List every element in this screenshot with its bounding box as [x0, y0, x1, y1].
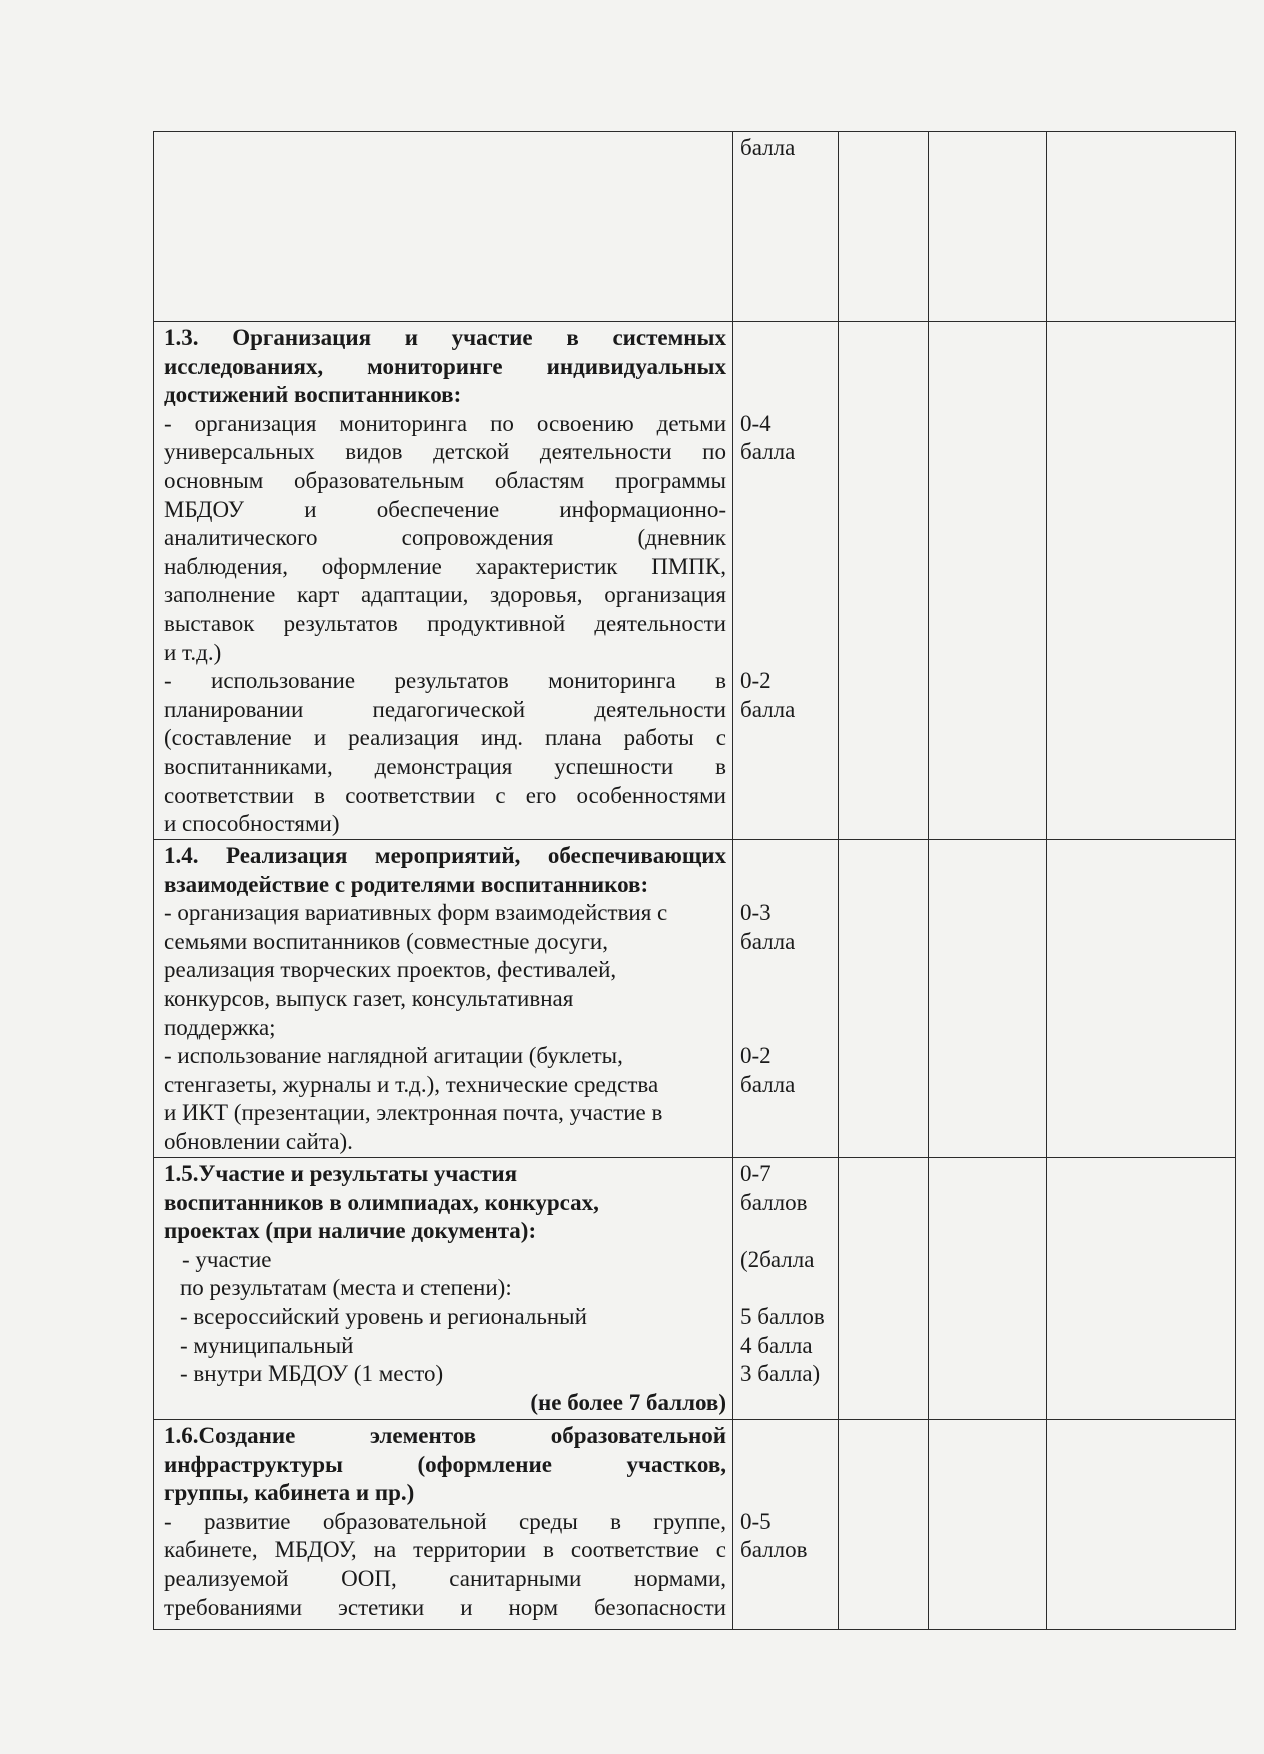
points-line: 0-4 [740, 410, 771, 436]
criterion-line: воспитанниками, демонстрация успешности в [164, 753, 726, 779]
score-cell [839, 1420, 929, 1630]
criterion-line: - организация вариативных форм взаимодействия с [164, 900, 668, 926]
criterion-line: - всероссийский уровень и региональный [180, 1303, 587, 1329]
points-cell [733, 840, 839, 1158]
points-line: балла [740, 439, 796, 465]
criterion-heading: 1.6.Создание элементов образовательной [164, 1423, 726, 1448]
criterion-heading: достижений воспитанников: [164, 382, 462, 408]
score-cell [839, 322, 929, 840]
points-line: балла [740, 928, 796, 954]
criterion-line: планировании педагогической деятельности [164, 696, 726, 722]
table-row [154, 1158, 1236, 1420]
points-line: 0-5 [740, 1508, 771, 1534]
score-cell [929, 322, 1047, 840]
criterion-line: выставок результатов продуктивной деятельности [164, 610, 726, 636]
note-cell [1047, 322, 1236, 840]
note-cell [1047, 132, 1236, 322]
criterion-line: соответствии в соответствии с его особенностями [164, 782, 726, 808]
criterion-heading: проектах (при наличие документа): [164, 1218, 537, 1244]
points-line: баллов [740, 1189, 808, 1215]
criterion-line: аналитического сопровождения (дневник [164, 525, 726, 551]
criterion-line: - организация мониторинга по освоению детьми [164, 410, 726, 436]
points-line: 0-3 [740, 900, 771, 926]
points-line: 0-7 [740, 1161, 771, 1186]
criterion-line: и ИКТ (презентации, электронная почта, участие в [164, 1100, 663, 1126]
criterion-cell [154, 132, 733, 322]
criterion-heading: 1.3. Организация и участие в системных [164, 325, 726, 350]
criterion-line: и способностями) [164, 811, 340, 837]
score-cell [839, 132, 929, 322]
score-cell [839, 1158, 929, 1420]
points-cell [733, 132, 839, 322]
criterion-line: поддержка; [164, 1014, 276, 1040]
score-cell [929, 132, 1047, 322]
criterion-line: обновлении сайта). [164, 1128, 353, 1154]
points-line: 0-2 [740, 1043, 771, 1069]
criterion-heading: 1.4. Реализация мероприятий, обеспечивающих [164, 843, 726, 868]
points-line: балла [740, 1071, 796, 1097]
points-line: 5 баллов [740, 1303, 825, 1329]
criterion-line: МБДОУ и обеспечение информационно- [164, 496, 726, 522]
criterion-line: - использование результатов мониторинга в [164, 668, 726, 694]
criterion-cell [154, 840, 733, 1158]
points-cell [733, 1158, 839, 1420]
criterion-line: - использование наглядной агитации (буклеты, [164, 1043, 623, 1069]
criterion-heading: 1.5.Участие и результаты участия [164, 1161, 518, 1186]
points-line: 4 балла [740, 1332, 813, 1358]
criterion-cell [154, 322, 733, 840]
criterion-line: и т.д.) [164, 639, 222, 665]
criterion-line: - муниципальный [180, 1332, 354, 1358]
points-cell [733, 322, 839, 840]
points-line: балла [740, 135, 796, 160]
table-row [154, 132, 1236, 322]
note-cell [1047, 1158, 1236, 1420]
criterion-line: реализация творческих проектов, фестивалей, [164, 957, 617, 983]
points-line: (2балла [740, 1246, 815, 1272]
evaluation-table [153, 131, 1236, 1630]
criterion-line: (составление и реализация инд. плана работы с [164, 725, 726, 751]
points-line: 3 балла) [740, 1361, 821, 1387]
criterion-line: реализуемой ООП, санитарными нормами, [164, 1565, 726, 1591]
score-cell [929, 1420, 1047, 1630]
criterion-line: по результатам (места и степени): [180, 1275, 512, 1301]
criterion-line: стенгазеты, журналы и т.д.), технические средства [164, 1071, 659, 1097]
criterion-line: семьями воспитанников (совместные досуги, [164, 928, 608, 954]
criterion-line: наблюдения, оформление характеристик ПМПК, [164, 553, 726, 579]
points-cell [733, 1420, 839, 1630]
table-row [154, 322, 1236, 840]
criterion-line: требованиями эстетики и норм безопасности [164, 1594, 726, 1620]
criterion-cell [154, 1158, 733, 1420]
criterion-line: - внутри МБДОУ (1 место) [180, 1361, 444, 1387]
criterion-heading: воспитанников в олимпиадах, конкурсах, [164, 1189, 599, 1215]
criterion-line: - участие [182, 1246, 272, 1272]
criterion-line: основным образовательным областям программы [164, 467, 726, 493]
criterion-cell [154, 1420, 733, 1630]
criterion-line: - развитие образовательной среды в группе, [164, 1508, 726, 1534]
criterion-line: кабинете, МБДОУ, на территории в соответствие с [164, 1537, 726, 1563]
note-cell [1047, 840, 1236, 1158]
score-cell [929, 840, 1047, 1158]
criterion-note: (не более 7 баллов) [530, 1389, 726, 1415]
score-cell [929, 1158, 1047, 1420]
table-row [154, 840, 1236, 1158]
criterion-line: заполнение карт адаптации, здоровья, организация [164, 582, 726, 608]
table-row [154, 1420, 1236, 1630]
criterion-heading: взаимодействие с родителями воспитанников: [164, 871, 649, 897]
criterion-line: универсальных видов детской деятельности по [164, 439, 726, 465]
criterion-heading: инфраструктуры (оформление участков, [164, 1451, 726, 1477]
points-line: баллов [740, 1537, 808, 1563]
note-cell [1047, 1420, 1236, 1630]
score-cell [839, 840, 929, 1158]
points-line: 0-2 [740, 668, 771, 694]
points-line: балла [740, 696, 796, 722]
criterion-line: конкурсов, выпуск газет, консультативная [164, 985, 574, 1011]
criterion-heading: группы, кабинета и пр.) [164, 1480, 415, 1506]
criterion-heading: исследованиях, мониторинге индивидуальных [164, 353, 726, 379]
